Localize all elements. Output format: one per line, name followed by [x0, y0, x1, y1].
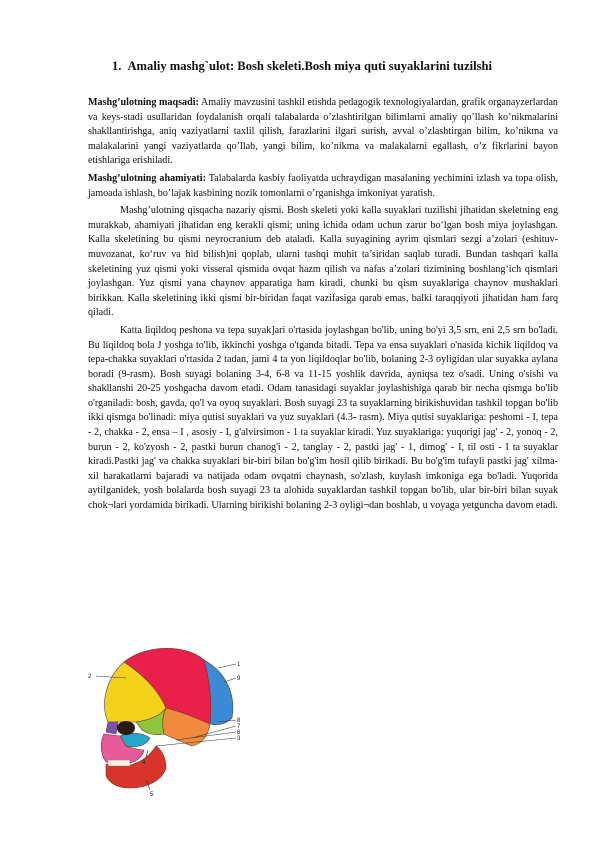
purpose-label: Mashg’ulotning maqsadi: — [88, 97, 199, 108]
document-body — [88, 96, 558, 517]
callout-2: 2 — [88, 674, 92, 680]
purpose-text: Amaliy mavzusini tashkil etishda pedagogik texnologiyalardan, grafik organayzerlardan va keys-stadi usullaridan foydalanish orqali talabalarda o’zlashtirilgan bilimlarni amaliy qo’llash ko’nikmalarini shakllantirishga, aniq vaziyatlarni taxlil qilish, farazlarini ilgari surish, avval o’zlashtirgan bilim, ko’nikma va malakalarini yangi vaziyatlarda qo’llab, yangi bilim, ko’nikma va malakalarni egallash, o’z fikrlarini bayon etishlariga erishiladi. — [88, 97, 558, 167]
paragraph-importance — [88, 172, 558, 201]
nasal-bone — [106, 722, 118, 734]
orbit — [117, 721, 135, 735]
callout-8: 8 — [237, 718, 241, 724]
callout-4: 4 — [142, 760, 146, 766]
title-number: 1. — [112, 59, 122, 73]
page-title — [112, 58, 552, 74]
callout-5: 5 — [150, 792, 154, 798]
paragraph-theory: Mashg’ulotning qisqacha nazariy qismi. Bosh skeleti yoki kalla suyaklari tuzilishi jihatidan skeletning eng murakkab, ahamiyati jihatidan eng kerakli qismi; uning ichida odam uchun zarur bo‘lgan bosh miya joylashgan. Kalla skeletining bu qismi neyrocranium deb ataladi. Kalla suyagining ayrim qismlari sezgi a’zolari (eshituv-muvozanat, ko‘ruv va hid bilish)ni qoplab, ularni tashqi muhit ta’siridan saqlab turadi. Bundan tashqari kalla skeletining yuz qismi yoki visseral qismida ovqat hazm qilish va nafas a’zolari tizimining boshlang‘ich qismlari joylashgan. Yuz qismi yana chaynov apparatiga ham kiradi, chunki bu qism suyaklariga chaynov mushaklari birikkan. Kalla skeletining ikki qismi bir-biridan faqat vazifasiga qarab emas, balki taraqqiyoti jihatidan ham farq qiladi. — [88, 205, 558, 319]
callout-9: 9 — [237, 676, 241, 682]
callout-1: 1 — [237, 662, 241, 668]
skull-figure — [86, 638, 246, 798]
paragraph-purpose — [88, 96, 558, 169]
callout-6: 6 — [237, 730, 241, 736]
skull-illustration — [86, 638, 246, 798]
callout-7: 7 — [237, 724, 241, 730]
teeth — [108, 760, 130, 766]
importance-text: Talabalarda kasbiy faoliyatda uchraydigan masalaning yechimini izlash va topa olish, jamoada ishlash, bo’lajak kasbining nozik tomonlarni o’rganishga imkoniyat yaratish. — [88, 172, 558, 199]
title-text: Amaliy mashg`ulot: Bosh skeleti.Bosh miya quti suyaklarini tuzilshi — [127, 59, 493, 73]
callout-3: 3 — [237, 736, 241, 742]
importance-label: Mashg’ulotning ahamiyati: — [88, 172, 206, 184]
paragraph-fontanel: Katta liqildoq peshona va tepa suyak]ari o'rtasida joylashgan bo'lib, uning bo'yi 3,5 srn, eni 2,5 srn bo'ladi. Bu liqildoq bola J yoshga to'lib, ikkinchi yoshga o'tganda bitadi. Tepa va ensa suyaklari o'nasida kichik liqildoq va tepa-chakka suyaklari o'rtasida 2 tadan, jami 4 ta yon liqildoqlar bo'lib, bolaning 2-3 oyligidan ular suyakka aylana boradi (9-rasm). Bosh suyagi bolaning 3-4, 6-8 va 11-15 yoshlik davrida, ayniqsa tez o'sadi. Uning o'sishi va shakllanshi 20-25 yoshgacha davom etadi. Odam tanasidagi suyaklar joylashishiga qarab bir necha qismga bo'lib o'rganiladi: bosh, gavda, qo'l va oyoq suyaklari. Bosh suyagi 23 ta suyaklarning birikishuvidan tashkil topgan bo'lib ikki qismga bo'linadi: miya qutisi suyaklari va yuz suyaklari (4.3- rasm). Miya qutisi suyaklariga: peshomi - I, tepa - 2, chakka - 2, ensa – I , asosiy - I, g'alvirsimon - 1 ta suyaklar kiradi. Yuz suyaklariga: yuqorigi jag' - 2, yonoq - 2, burun - 2, ko'zyosh - 2, pastki burun chanog'i - 2, tanglay - 2, pastki jag' - 1, dimog' - I, til osti - I ta suyaklar kiradi.Pastki jag' va chakka suyaklari bir-biri bilan bo'g'im hosil qilib birikadi. Bu bo'g'im tufayli pastki jag' xilma-xil harakatlarni bajaradi va natijada odam ovqatni chaynash, so'zlash, kuylash imkoniga ega bo'ladi. Yuqorida aytilganidek, yosh bolalarda bosh suyagi 23 ta alohida suyaklardan tashkil topgan bo'lib, ular bir-biri bilan suyak chok¬lari yordamida birikadi. Ularning birikishi bolaning 2-3 oyligi¬dan boshlab, u voyaga yetguncha davom etadi. — [88, 324, 558, 512]
